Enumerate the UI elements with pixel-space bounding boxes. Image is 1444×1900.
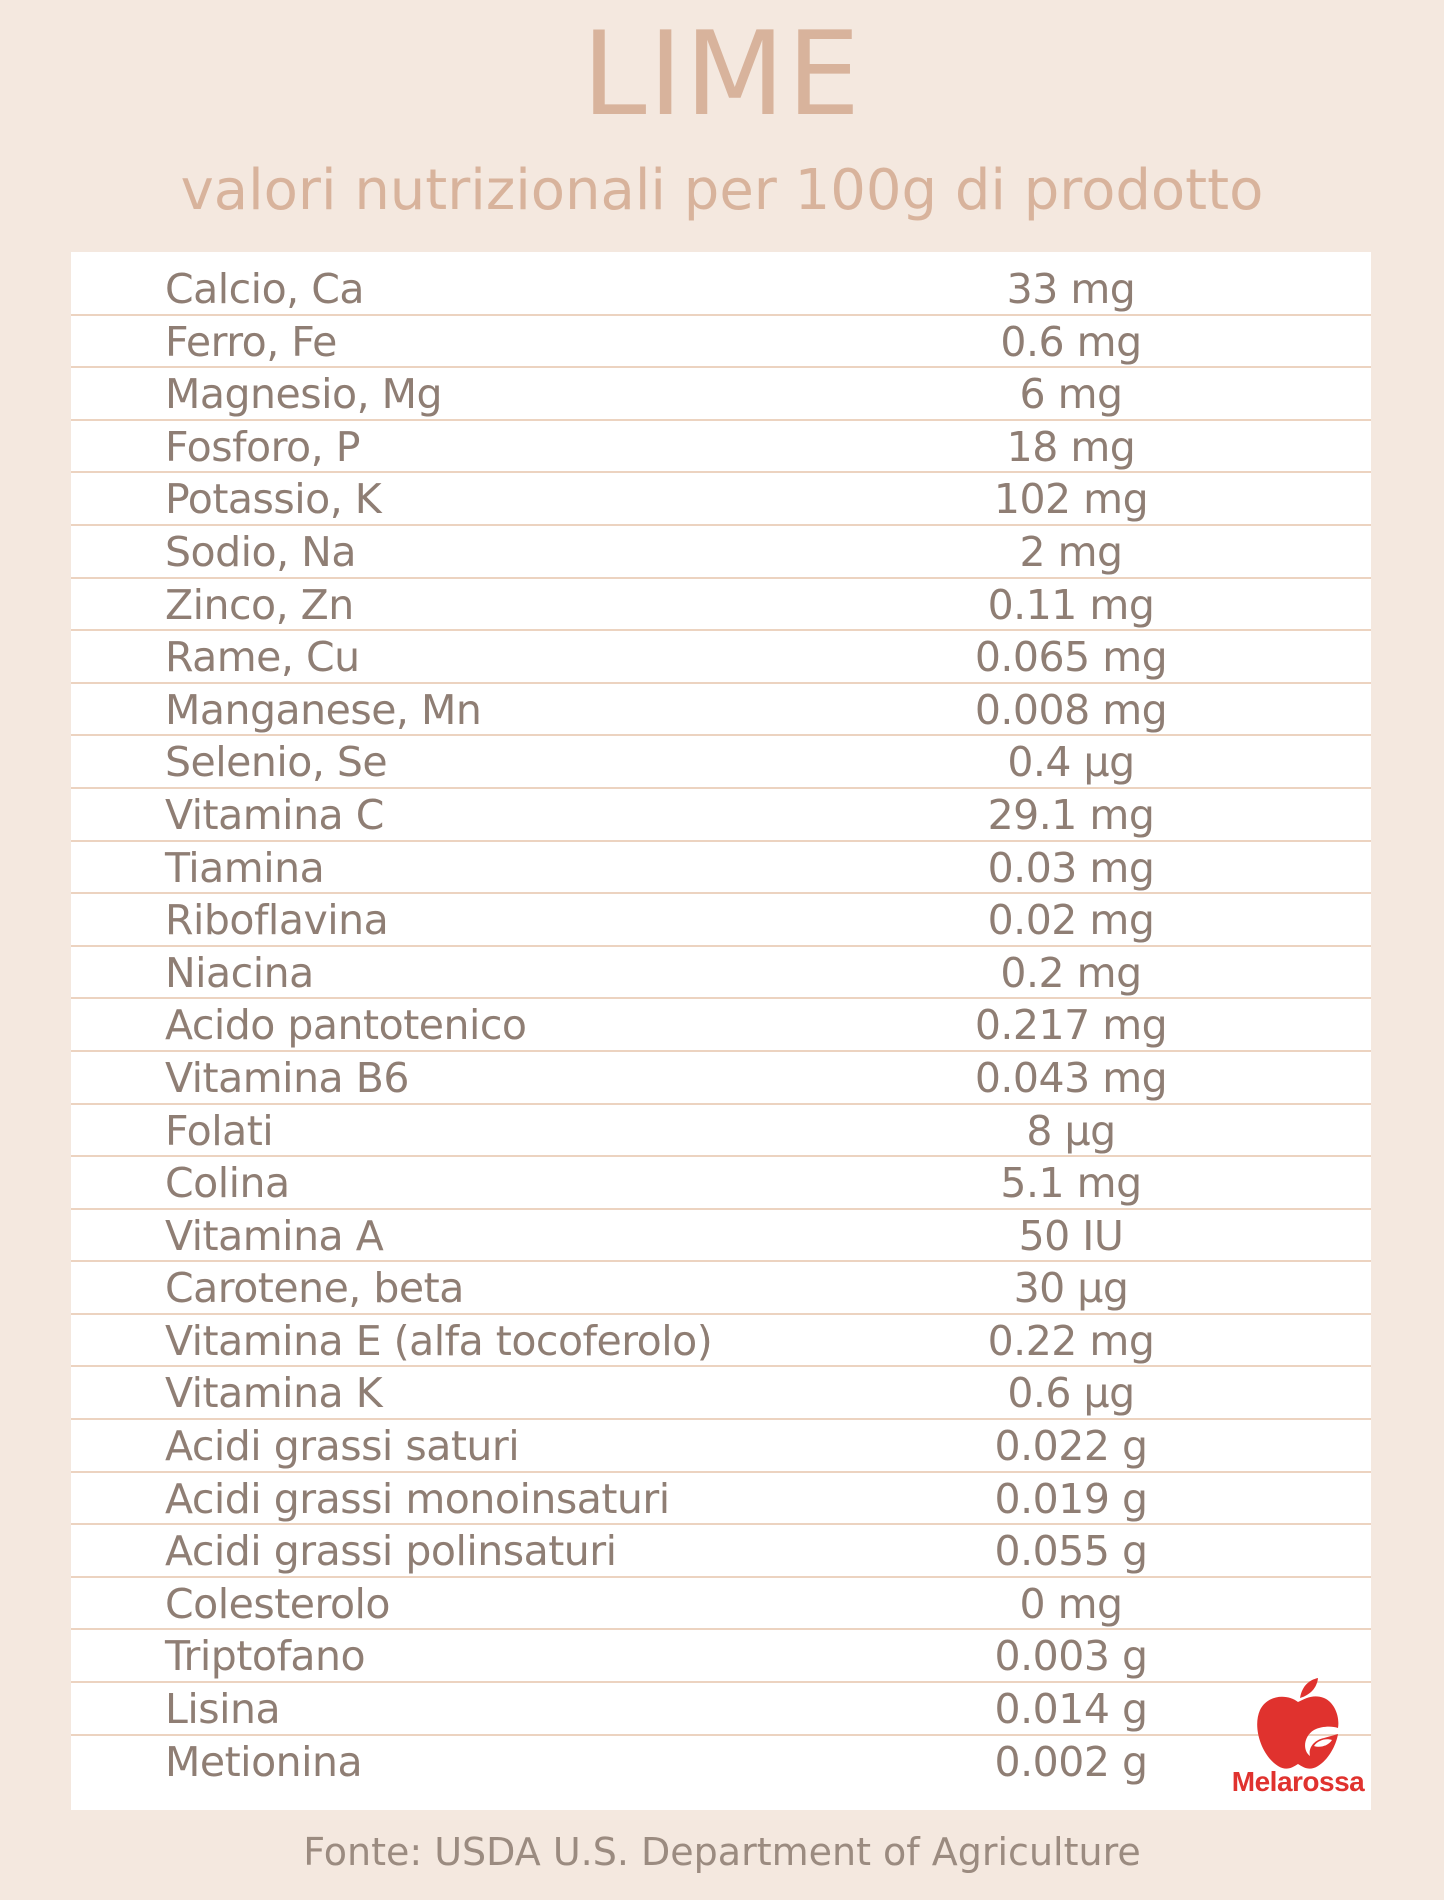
table-row (71, 842, 1371, 895)
nutrient-name: Colina (165, 1159, 290, 1208)
nutrient-name: Vitamina E (alfa tocoferolo) (165, 1316, 713, 1365)
nutrient-name: Metionina (165, 1737, 363, 1786)
table-row (71, 263, 1371, 316)
page-title: LIME (581, 7, 863, 142)
apple-icon (1254, 1676, 1342, 1772)
nutrient-value: 8 µg (1026, 1106, 1116, 1155)
table-row (71, 1420, 1371, 1473)
nutrient-value: 0.11 mg (987, 580, 1155, 629)
nutrient-value: 2 mg (1019, 527, 1123, 576)
table-row (71, 1578, 1371, 1631)
nutrient-name: Magnesio, Mg (165, 370, 443, 419)
nutrient-name: Manganese, Mn (165, 685, 482, 734)
source-note: Fonte: USDA U.S. Department of Agriculture (303, 1830, 1141, 1874)
nutrient-value: 5.1 mg (1000, 1159, 1142, 1208)
nutrient-value: 0.217 mg (974, 1001, 1168, 1050)
table-row (71, 684, 1371, 737)
nutrient-value: 0.008 mg (974, 685, 1168, 734)
nutrient-name: Vitamina K (165, 1369, 383, 1418)
table-row (71, 999, 1371, 1052)
table-row (71, 736, 1371, 789)
nutrient-name: Acido pantotenico (165, 1001, 527, 1050)
nutrient-value: 0.2 mg (1000, 948, 1142, 997)
nutrient-value: 0.055 g (994, 1527, 1148, 1576)
nutrient-name: Lisina (165, 1685, 281, 1734)
table-row (71, 631, 1371, 684)
nutrient-value: 102 mg (993, 475, 1149, 524)
nutrient-name: Carotene, beta (165, 1264, 464, 1313)
nutrient-name: Potassio, K (165, 475, 382, 524)
nutrient-value: 0.022 g (994, 1422, 1148, 1471)
nutrient-name: Selenio, Se (165, 738, 388, 787)
table-row (71, 1525, 1371, 1578)
table-row (71, 579, 1371, 632)
table-row (71, 1473, 1371, 1526)
nutrient-value: 0.014 g (994, 1685, 1148, 1734)
table-row (71, 316, 1371, 369)
table-row (71, 1736, 1371, 1789)
nutrient-value: 29.1 mg (987, 790, 1155, 839)
table-row (71, 368, 1371, 421)
logo-text: Melarossa (1231, 1766, 1365, 1797)
nutrient-name: Acidi grassi monoinsaturi (165, 1474, 670, 1523)
nutrient-value: 50 IU (1018, 1211, 1124, 1260)
nutrient-value: 0.22 mg (987, 1316, 1155, 1365)
nutrient-value: 30 µg (1013, 1264, 1129, 1313)
table-row (71, 1315, 1371, 1368)
table-row (71, 1630, 1371, 1683)
table-row (71, 1210, 1371, 1263)
table-row (71, 473, 1371, 526)
nutrient-name: Vitamina C (165, 790, 384, 839)
nutrient-name: Colesterolo (165, 1579, 391, 1628)
nutrient-name: Triptofano (165, 1632, 366, 1681)
nutrient-name: Niacina (165, 948, 314, 997)
table-row (71, 947, 1371, 1000)
table-row (71, 1157, 1371, 1210)
nutrient-value: 0.02 mg (987, 896, 1155, 945)
nutrient-value: 0.6 mg (1000, 317, 1142, 366)
nutrient-name: Ferro, Fe (165, 317, 337, 366)
nutrient-value: 0.003 g (994, 1632, 1148, 1681)
table-row (71, 1052, 1371, 1105)
table-row (71, 421, 1371, 474)
nutrient-name: Acidi grassi saturi (165, 1422, 520, 1471)
nutrient-name: Acidi grassi polinsaturi (165, 1527, 617, 1576)
nutrient-value: 18 mg (1006, 422, 1136, 471)
melarossa-logo (1218, 1676, 1378, 1796)
nutrient-value: 0.043 mg (974, 1053, 1168, 1102)
nutrient-value: 0.019 g (994, 1474, 1148, 1523)
nutrient-name: Riboflavina (165, 896, 389, 945)
table-row (71, 1683, 1371, 1736)
nutrient-name: Vitamina A (165, 1211, 384, 1260)
nutrient-name: Sodio, Na (165, 527, 356, 576)
nutrient-name: Tiamina (165, 843, 325, 892)
table-row (71, 1367, 1371, 1420)
nutrient-name: Folati (165, 1106, 274, 1155)
nutrient-value: 0.6 µg (1007, 1369, 1135, 1418)
nutrient-value: 0.4 µg (1007, 738, 1135, 787)
nutrient-value: 33 mg (1006, 265, 1136, 313)
nutrient-name: Zinco, Zn (165, 580, 354, 629)
table-row (71, 526, 1371, 579)
nutrient-value: 0.065 mg (974, 633, 1168, 682)
table-row (71, 1262, 1371, 1315)
nutrient-name: Fosforo, P (165, 422, 360, 471)
nutrient-value: 6 mg (1019, 370, 1123, 419)
table-row (71, 894, 1371, 947)
nutrition-rows (71, 263, 1371, 1788)
nutrient-value: 0.03 mg (987, 843, 1155, 892)
page-subtitle: valori nutrizionali per 100g di prodotto (180, 158, 1264, 223)
nutrient-value: 0.002 g (994, 1737, 1148, 1786)
nutrient-value: 0 mg (1019, 1579, 1123, 1628)
table-row (71, 1105, 1371, 1158)
nutrient-name: Rame, Cu (165, 633, 360, 682)
table-row (71, 789, 1371, 842)
nutrient-name: Vitamina B6 (165, 1053, 409, 1102)
nutrient-name: Calcio, Ca (165, 265, 364, 313)
nutrition-table (71, 252, 1371, 1810)
